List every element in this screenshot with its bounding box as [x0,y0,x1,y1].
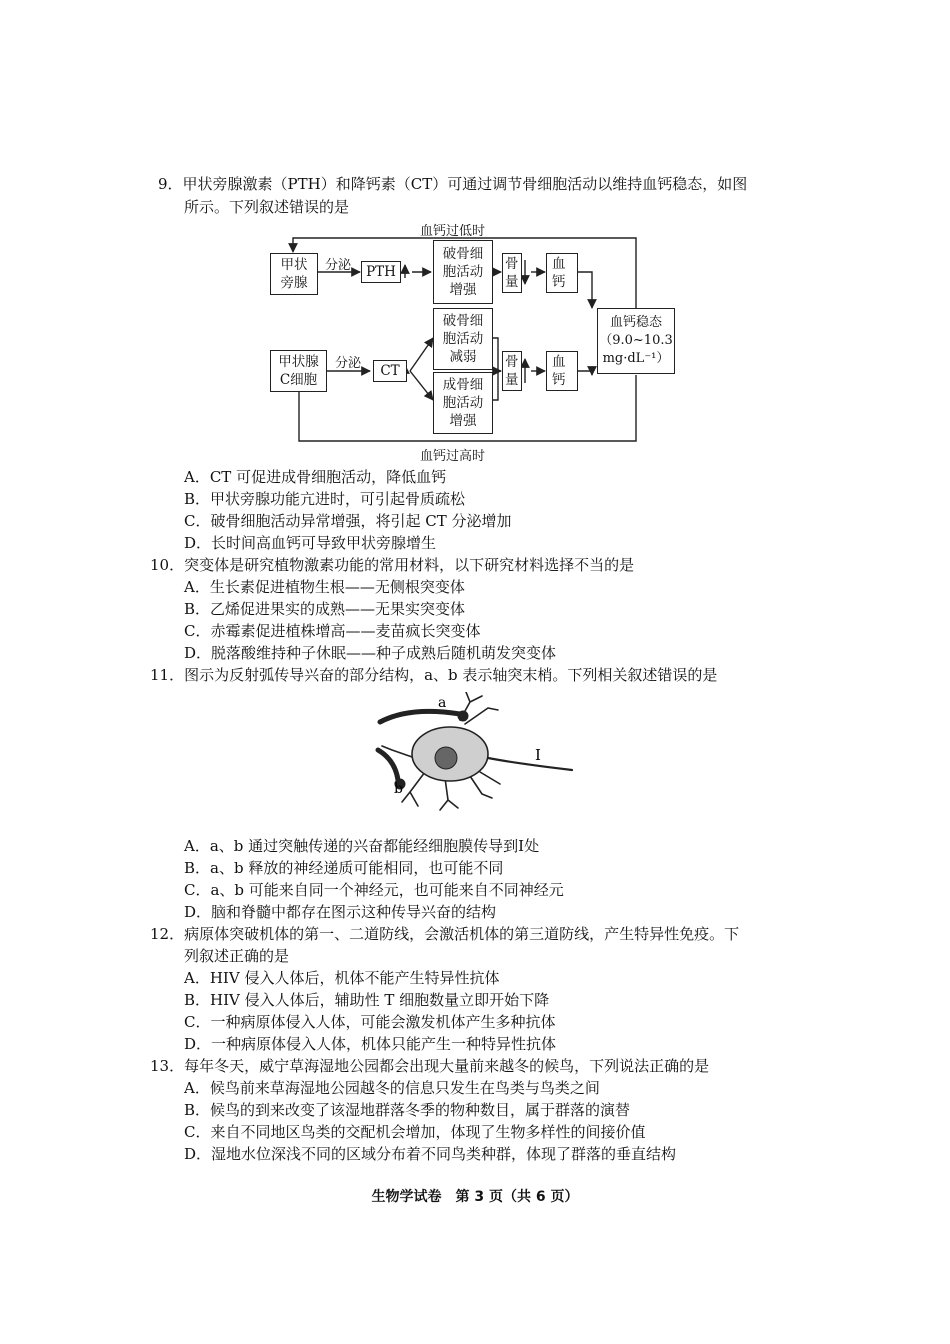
q9-stem-line2: 所示。下列叙述错误的是 [184,198,350,216]
bone-mass-box-top: 骨 量 [502,253,522,293]
q13-option-a: A．候鸟前来草海湿地公园越冬的信息只发生在鸟类与鸟类之间 [184,1079,600,1097]
q10-option-d: D．脱落酸维持种子休眠——种子成熟后随机萌发突变体 [184,644,557,662]
q10-option-b: B．乙烯促进果实的成熟——无果实突变体 [184,600,466,618]
q13-option-b: B．候鸟的到来改变了该湿地群落冬季的物种数目，属于群落的演替 [184,1101,631,1119]
neuron-illustration [370,692,580,824]
q10-option-c: C．赤霉素促进植株增高——麦苗疯长突变体 [184,622,481,640]
ct-to-osteoblast-arrow [410,371,433,400]
q12-stem-line1: 12．病原体突破机体的第一、二道防线，会激活机体的第三道防线，产生特异性免疫。下 [150,925,740,943]
calcium-up-to-homeostasis-arrow [577,272,592,308]
q12-option-c: C．一种病原体侵入人体，可能会激发机体产生多种抗体 [184,1013,556,1031]
label-b: b [394,781,403,797]
label-I: I [535,746,541,764]
q13-option-c: C．来自不同地区鸟类的交配机会增加，体现了生物多样性的间接价值 [184,1123,646,1141]
axon-b-fiber [378,750,398,780]
high-calcium-label: 血钙过高时 [420,449,486,464]
secrete-label-top: 分泌 [325,258,352,273]
ct-to-osteoclast-arrow [410,338,433,371]
ct-box: CT [373,360,407,382]
q11-option-c: C．a、b 可能来自同一个神经元，也可能来自不同神经元 [184,881,564,899]
q9-stem-line1: 9．甲状旁腺激素（PTH）和降钙素（CT）可通过调节骨细胞活动以维持血钙稳态，如图 [158,175,748,193]
bone-mass-box-bottom: 骨 量 [502,351,522,391]
nucleus [435,747,457,769]
osteoclast-down-connector [493,338,501,371]
q12-option-b: B．HIV 侵入人体后，辅助性 T 细胞数量立即开始下降 [184,991,550,1009]
calcium-down-to-homeostasis-arrow [577,371,592,375]
thyroid-c-cell-box: 甲状腺 C细胞 [270,350,327,392]
q11-option-d: D．脑和脊髓中都存在图示这种传导兴奋的结构 [184,903,497,921]
osteoblast-up-connector [493,371,498,400]
q10-stem: 10．突变体是研究植物激素功能的常用材料，以下研究材料选择不当的是 [150,556,635,574]
q12-stem-line2: 列叙述正确的是 [184,947,290,965]
q9-option-c: C．破骨细胞活动异常增强，将引起 CT 分泌增加 [184,512,512,530]
q12-option-d: D．一种病原体侵入人体，机体只能产生一种特异性抗体 [184,1035,557,1053]
osteoclast-enhanced-box: 破骨细 胞活动 增强 [433,240,493,304]
secrete-label-bottom: 分泌 [335,356,362,371]
q9-option-a: A．CT 可促进成骨细胞活动，降低血钙 [184,468,447,486]
q9-option-d: D．长时间高血钙可导致甲状旁腺增生 [184,534,437,552]
calcium-box-top: 血 钙 [546,253,578,293]
q12-option-a: A．HIV 侵入人体后，机体不能产生特异性抗体 [184,969,500,987]
pth-box: PTH [361,261,401,283]
q13-option-d: D．湿地水位深浅不同的区域分布着不同鸟类种群，体现了群落的垂直结构 [184,1145,677,1163]
q11-option-b: B．a、b 释放的神经递质可能相同，也可能不同 [184,859,504,877]
q9-option-b: B．甲状旁腺功能亢进时，可引起骨质疏松 [184,490,466,508]
osteoblast-enhanced-box: 成骨细 胞活动 增强 [433,372,493,434]
low-calcium-label: 血钙过低时 [420,224,486,239]
q13-stem: 13．每年冬天，威宁草海湿地公园都会出现大量前来越冬的候鸟，下列说法正确的是 [150,1057,710,1075]
axon-a-fiber [380,711,460,722]
parathyroid-box: 甲状 旁腺 [270,253,318,295]
q11-stem: 11．图示为反射弧传导兴奋的部分结构，a、b 表示轴突末梢。下列相关叙述错误的是 [150,666,718,684]
page-footer: 生物学试卷 第 3 页（共 6 页） [371,1189,579,1205]
label-a: a [438,695,447,711]
q11-option-a: A．a、b 通过突触传递的兴奋都能经细胞膜传导到I处 [184,837,540,855]
calcium-box-bottom: 血 钙 [546,351,578,391]
axon-I [488,758,572,770]
neuron-figure [370,692,580,824]
calcium-homeostasis-box: 血钙稳态 （9.0~10.3 mg·dL⁻¹） [597,308,675,374]
q10-option-a: A．生长素促进植物生根——无侧根突变体 [184,578,465,596]
calcium-regulation-diagram [255,220,685,465]
osteoclast-weakened-box: 破骨细 胞活动 减弱 [433,308,493,370]
